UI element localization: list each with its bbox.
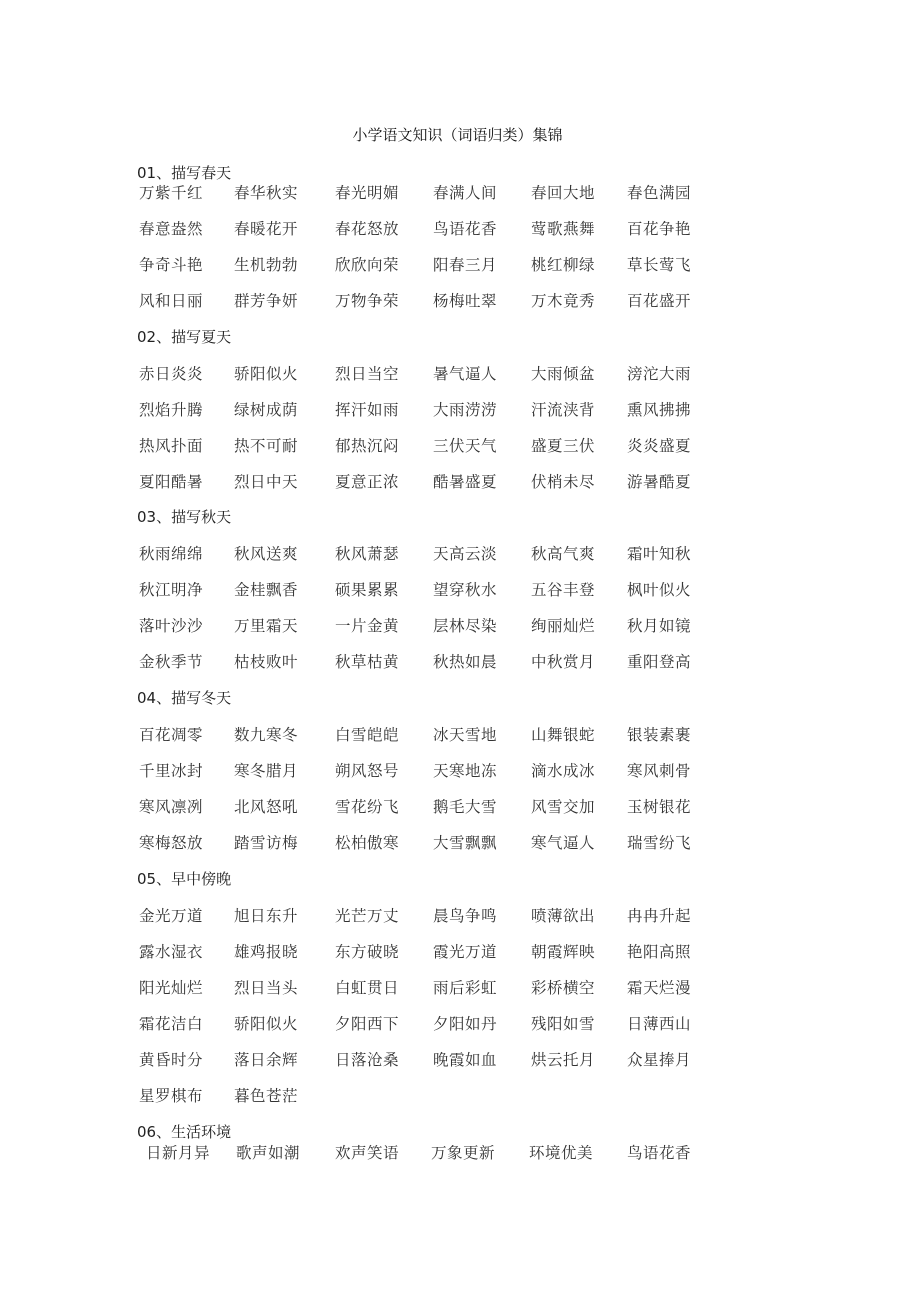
word-item: 阳春三月	[433, 256, 498, 274]
word-item: 万木竟秀	[531, 292, 596, 310]
word-item: 滴水成冰	[531, 762, 596, 780]
word-item: 秋风萧瑟	[335, 545, 400, 563]
word-item: 烈焰升腾	[139, 401, 204, 419]
word-item: 霜花洁白	[139, 1015, 204, 1033]
word-item: 游暑酷夏	[627, 473, 692, 491]
word-item: 光芒万丈	[335, 907, 400, 925]
word-item: 生机勃勃	[234, 256, 299, 274]
word-item: 晚霞如血	[433, 1051, 498, 1069]
word-item: 天寒地冻	[433, 762, 498, 780]
word-item: 瑞雪纷飞	[627, 834, 692, 852]
section-heading: 06、生活环境	[137, 1123, 232, 1141]
word-item: 赤日炎炎	[139, 365, 204, 383]
word-item: 郁热沉闷	[335, 437, 400, 455]
word-item: 绿树成荫	[234, 401, 299, 419]
word-item: 春光明媚	[335, 184, 400, 202]
word-item: 雨后彩虹	[433, 979, 498, 997]
word-item: 春暖花开	[234, 220, 299, 238]
word-item: 万紫千红	[139, 184, 204, 202]
word-item: 桃红柳绿	[531, 256, 596, 274]
word-row	[137, 542, 837, 562]
word-item: 重阳登高	[627, 653, 692, 671]
word-item: 春花怒放	[335, 220, 400, 238]
word-row	[137, 1084, 837, 1104]
word-item: 春回大地	[531, 184, 596, 202]
word-item: 烈日当头	[234, 979, 299, 997]
word-item: 寒风凛冽	[139, 798, 204, 816]
word-item: 大雨倾盆	[531, 365, 596, 383]
word-item: 星罗棋布	[139, 1087, 204, 1105]
word-item: 鸟语花香	[433, 220, 498, 238]
word-item: 绚丽灿烂	[531, 617, 596, 635]
word-item: 汗流浃背	[531, 401, 596, 419]
word-item: 旭日东升	[234, 907, 299, 925]
section-heading: 01、描写春天	[137, 164, 232, 182]
word-item: 滂沱大雨	[627, 365, 692, 383]
word-item: 望穿秋水	[433, 581, 498, 599]
word-row	[137, 1012, 837, 1032]
word-item: 热风扑面	[139, 437, 204, 455]
word-item: 草长莺飞	[627, 256, 692, 274]
word-item: 秋草枯黄	[335, 653, 400, 671]
word-item: 冉冉升起	[627, 907, 692, 925]
word-row	[137, 723, 837, 743]
word-item: 骄阳似火	[234, 1015, 299, 1033]
word-item: 秋风送爽	[234, 545, 299, 563]
word-item: 众星捧月	[627, 1051, 692, 1069]
section-heading: 02、描写夏天	[137, 328, 232, 346]
word-item: 玉树银花	[627, 798, 692, 816]
word-item: 枯枝败叶	[234, 653, 299, 671]
word-item: 霜天烂漫	[627, 979, 692, 997]
word-row	[137, 940, 837, 960]
word-item: 夕阳西下	[335, 1015, 400, 1033]
page-title: 小学语文知识（词语归类）集锦	[352, 126, 563, 144]
word-item: 夏阳酷暑	[139, 473, 204, 491]
word-item: 日新月异	[146, 1144, 211, 1162]
word-item: 松柏傲寒	[335, 834, 400, 852]
word-item: 东方破晓	[335, 943, 400, 961]
word-row	[137, 795, 837, 815]
word-item: 鹅毛大雪	[433, 798, 498, 816]
word-item: 杨梅吐翠	[433, 292, 498, 310]
word-item: 艳阳高照	[627, 943, 692, 961]
word-item: 金桂飘香	[234, 581, 299, 599]
word-item: 夕阳如丹	[433, 1015, 498, 1033]
word-item: 熏风拂拂	[627, 401, 692, 419]
word-row	[137, 904, 837, 924]
word-item: 寒风刺骨	[627, 762, 692, 780]
word-item: 五谷丰登	[531, 581, 596, 599]
word-item: 秋热如晨	[433, 653, 498, 671]
word-item: 金光万道	[139, 907, 204, 925]
word-item: 春意盎然	[139, 220, 204, 238]
word-row	[137, 614, 837, 634]
word-item: 千里冰封	[139, 762, 204, 780]
word-item: 银装素裹	[627, 726, 692, 744]
word-item: 秋江明净	[139, 581, 204, 599]
word-item: 春色满园	[627, 184, 692, 202]
word-item: 朝霞辉映	[531, 943, 596, 961]
word-item: 秋高气爽	[531, 545, 596, 563]
word-item: 日落沧桑	[335, 1051, 400, 1069]
section-heading: 04、描写冬天	[137, 689, 232, 707]
word-item: 落日余辉	[234, 1051, 299, 1069]
word-item: 热不可耐	[234, 437, 299, 455]
word-item: 硕果累累	[335, 581, 400, 599]
word-row	[137, 434, 837, 454]
word-row	[137, 578, 837, 598]
word-item: 百花凋零	[139, 726, 204, 744]
word-item: 雄鸡报晓	[234, 943, 299, 961]
word-item: 风雪交加	[531, 798, 596, 816]
word-item: 落叶沙沙	[139, 617, 204, 635]
section-heading: 05、早中傍晚	[137, 870, 232, 888]
word-row	[137, 289, 837, 309]
word-item: 莺歌燕舞	[531, 220, 596, 238]
section-heading: 03、描写秋天	[137, 508, 232, 526]
word-item: 环境优美	[529, 1144, 594, 1162]
word-item: 露水湿衣	[139, 943, 204, 961]
word-item: 三伏天气	[433, 437, 498, 455]
word-item: 晨鸟争鸣	[433, 907, 498, 925]
word-item: 冰天雪地	[433, 726, 498, 744]
word-item: 群芳争妍	[234, 292, 299, 310]
word-item: 大雪飘飘	[433, 834, 498, 852]
word-item: 万象更新	[431, 1144, 496, 1162]
word-item: 喷薄欲出	[531, 907, 596, 925]
word-item: 数九寒冬	[234, 726, 299, 744]
word-item: 伏梢未尽	[531, 473, 596, 491]
word-item: 鸟语花香	[627, 1144, 692, 1162]
word-item: 烈日当空	[335, 365, 400, 383]
word-item: 日薄西山	[627, 1015, 692, 1033]
word-item: 白雪皑皑	[335, 726, 400, 744]
word-item: 烘云托月	[531, 1051, 596, 1069]
word-item: 风和日丽	[139, 292, 204, 310]
word-item: 残阳如雪	[531, 1015, 596, 1033]
word-row	[137, 470, 837, 490]
word-item: 霞光万道	[433, 943, 498, 961]
word-row	[137, 976, 837, 996]
word-item: 百花盛开	[627, 292, 692, 310]
word-item: 暮色苍茫	[234, 1087, 299, 1105]
word-row	[137, 650, 837, 670]
word-item: 霜叶知秋	[627, 545, 692, 563]
word-item: 层林尽染	[433, 617, 498, 635]
word-item: 一片金黄	[335, 617, 400, 635]
word-item: 挥汗如雨	[335, 401, 400, 419]
word-row	[137, 759, 837, 779]
word-item: 白虹贯日	[335, 979, 400, 997]
word-row	[137, 362, 837, 382]
word-item: 歌声如潮	[236, 1144, 301, 1162]
word-item: 朔风怒号	[335, 762, 400, 780]
word-item: 寒梅怒放	[139, 834, 204, 852]
word-item: 大雨涝涝	[433, 401, 498, 419]
word-item: 夏意正浓	[335, 473, 400, 491]
word-row	[137, 831, 837, 851]
word-item: 欣欣向荣	[335, 256, 400, 274]
word-row	[137, 181, 837, 201]
word-item: 争奇斗艳	[139, 256, 204, 274]
word-item: 彩桥横空	[531, 979, 596, 997]
word-item: 金秋季节	[139, 653, 204, 671]
word-item: 山舞银蛇	[531, 726, 596, 744]
word-row	[137, 398, 837, 418]
word-item: 暑气逼人	[433, 365, 498, 383]
word-item: 盛夏三伏	[531, 437, 596, 455]
word-item: 阳光灿烂	[139, 979, 204, 997]
word-item: 北风怒吼	[234, 798, 299, 816]
word-item: 酷暑盛夏	[433, 473, 498, 491]
word-item: 炎炎盛夏	[627, 437, 692, 455]
word-item: 烈日中天	[234, 473, 299, 491]
word-row	[137, 253, 837, 273]
word-item: 春满人间	[433, 184, 498, 202]
word-item: 枫叶似火	[627, 581, 692, 599]
word-item: 秋月如镜	[627, 617, 692, 635]
word-item: 踏雪访梅	[234, 834, 299, 852]
word-item: 天高云淡	[433, 545, 498, 563]
word-item: 万里霜天	[234, 617, 299, 635]
word-row	[137, 217, 837, 237]
word-item: 欢声笑语	[335, 1144, 400, 1162]
word-item: 寒冬腊月	[234, 762, 299, 780]
word-item: 万物争荣	[335, 292, 400, 310]
word-row	[137, 1141, 837, 1161]
word-item: 雪花纷飞	[335, 798, 400, 816]
word-item: 春华秋实	[234, 184, 299, 202]
word-item: 骄阳似火	[234, 365, 299, 383]
word-item: 黄昏时分	[139, 1051, 204, 1069]
word-item: 寒气逼人	[531, 834, 596, 852]
word-item: 百花争艳	[627, 220, 692, 238]
word-row	[137, 1048, 837, 1068]
word-item: 中秋赏月	[531, 653, 596, 671]
word-item: 秋雨绵绵	[139, 545, 204, 563]
